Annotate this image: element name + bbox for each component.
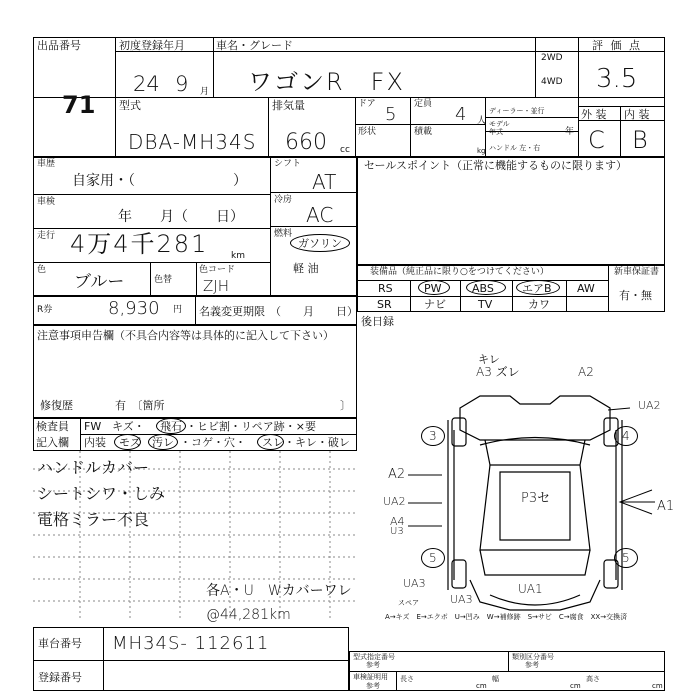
month-unit: 月 [200,87,210,97]
recycle-unit: 円 [173,305,183,315]
doors-value: 5 [385,104,397,125]
note-chip: 飛石 [160,420,182,433]
first-reg-month: 9 [175,72,189,96]
note-dirt: 汚レ [152,436,174,449]
drive-2wd: 2WD [541,53,563,63]
mileage-unit: km [231,251,245,261]
diag-left-3: 3 [429,429,437,443]
lot-label: 出品番号 [37,39,81,52]
rating-label: 評 価 点 [592,39,642,52]
sales-point-frame [357,157,665,265]
diagram-leader-lines [380,350,680,630]
color-label: 色 [37,265,47,275]
handle-label: ハンドル 左・右 [489,144,541,152]
diag-bottom-ua1: UA1 [518,582,543,596]
note-mozu: モズ [119,436,141,449]
equip-leather: カワ [528,298,550,311]
chassis-value: MH34S- 112611 [112,633,270,654]
drive-4wd: 4WD [541,77,563,87]
handwritten-note-1: ハンドルカバー [37,458,150,477]
capacity-unit: 人 [477,116,487,126]
fuel-diesel: 軽 油 [293,262,319,275]
chassis-label: 車台番号 [38,637,82,650]
color-change-label: 色替 [154,275,173,285]
exterior-value: C [588,126,605,154]
recycle-label: R券 [37,305,53,315]
caution-label: 注意事項申告欄（不具合内容等は具体的に記入して下さい） [37,329,334,342]
equip-sr: SR [377,298,392,311]
diag-center: P3セ [521,491,551,506]
color-code-value: ZJH [203,277,229,295]
dealer-label: ディーラー・並行 [489,107,545,115]
legend: A→キズ E→エクボ U→凹み W→補修跡 S→サビ C→腐食 XX→交換済 [385,613,628,621]
note-burn: ・コゲ・穴・ [180,436,246,449]
model-value: DBA-MH34S [128,130,257,154]
capacity-label: 定員 [414,99,433,109]
exterior-label: 外 装 [581,108,607,121]
interior-label: 内 装 [624,108,650,121]
recycle-value: 8,930 [108,298,160,319]
diag-bottom-ua3b: UA3 [450,593,473,606]
displacement-value: 660 [285,130,327,155]
width-label: 幅 [492,675,499,683]
sales-point-label: セールスポイント（正常に機能するものに限ります） [364,159,628,172]
equip-pw: PW [424,282,442,295]
height-label: 高さ [586,675,600,683]
diag-left-u3: U3 [390,526,404,537]
handwritten-note-3: 電格ミラー不良 [37,510,150,529]
diag-top-kire: キレ [478,353,500,366]
inspection-label: 車検 [37,197,56,207]
displacement-unit: cc [340,145,350,155]
model-label: 型式 [119,99,141,112]
first-reg-label: 初度登録年月 [119,39,185,52]
inspector-label: 検査員 [36,420,69,433]
shift-label: シフト [274,159,302,169]
car-name-label: 車名・グレード [216,39,293,52]
fuel-label: 燃料 [274,229,293,239]
guarantee-label: 新車保証書 [614,267,660,277]
note-rub-circle [257,434,284,450]
lot-number: 71 [62,91,96,119]
diag-top-right-a2: A2 [578,365,594,379]
note-row2-rest: ・キレ・破レ [284,436,350,449]
repair-label: 修復歴 [40,399,73,412]
type-cert-sub: 参考 [366,661,380,669]
equip-navi: ナビ [424,298,446,311]
rear-seat-label: 後日録 [361,315,394,328]
equip-abs: ABS [472,282,494,295]
class-label: 類別区分番号 [512,653,554,661]
rating-value: 3.5 [596,64,638,94]
first-reg-year: 24 [133,72,160,96]
note-scratch: キズ・ [112,420,145,433]
model-year-label: モデル [489,120,510,128]
ac-label: 冷房 [274,195,293,205]
length-sub: 参考 [366,682,380,690]
repair-close: 〕 [340,399,351,412]
equip-aw: AW [577,282,595,295]
class-sub: 参考 [525,661,539,669]
diag-right-a1: A1 [657,499,675,514]
reg-label: 登録番号 [38,671,82,684]
inspection-value: 年 月（ 日） [118,209,244,225]
note-dirt-circle [148,434,178,450]
color-code-label: 色コード [199,265,236,275]
len-label: 長さ [400,675,414,683]
type-cert-label: 型式指定番号 [353,653,395,661]
ac-value: AC [306,203,334,227]
equip-abs-circle [466,280,506,295]
warranty-label: 名義変更期限 [199,305,265,318]
mileage-value: 4万4千281 [70,230,209,258]
repair-value: 有 〔箇所 [115,399,165,412]
diag-left-ua2: UA2 [383,495,406,508]
note-interior: 内装 [84,436,106,449]
length-label: 車検証明用 [353,673,388,681]
diag-left-a4: A4 [390,515,405,528]
fuel-gasoline: ガソリン [298,237,342,250]
recorder-label: 記入欄 [36,436,69,449]
capacity-value: 4 [455,104,467,125]
bottom-note-2: @44,281km [206,607,291,623]
note-rub: スレ [262,436,284,449]
note-fw: FW [84,420,102,433]
diag-bottom-ua3: UA3 [403,577,426,590]
displacement-label: 排気量 [272,99,305,112]
equip-airbag-circle [516,280,560,295]
equipment-label: 装備品（純正品に限り○をつけてください） [370,267,549,277]
history-value: 自家用・（ ） [72,173,247,189]
note-chip-circle [156,418,186,434]
diag-top-a3: A3 ズレ [476,365,520,379]
note-mozu-circle [114,434,141,450]
warranty-value: （ 月 日） [270,305,358,318]
year-unit: 年 [565,127,575,137]
shape-label: 形状 [358,127,377,137]
height-cm: cm [652,682,663,690]
equip-rs: RS [378,282,393,295]
diag-left-a2: A2 [388,467,406,482]
load-unit: kg [477,147,486,155]
equip-airbag: エアB [522,282,552,295]
width-cm: cm [570,682,581,690]
interior-value: B [632,126,648,154]
doors-label: ドア [358,99,376,109]
guarantee-value: 有・無 [619,289,652,302]
diag-spare: スペア [398,599,419,607]
bottom-note-1: 各A・U Wカバーワレ [206,583,352,599]
len-cm: cm [476,682,487,690]
diag-right-4: 4 [622,429,630,443]
car-name-value: ワゴンR FX [248,68,405,96]
handwritten-note-2: シートシワ・しみ [37,484,166,503]
year-label: 年式 [489,128,503,136]
load-label: 積載 [414,127,433,137]
shift-value: AT [312,170,337,194]
equip-pw-circle [418,280,450,295]
diag-right-ua2: UA2 [638,399,661,412]
diag-right-5: 5 [622,551,630,565]
history-label: 車歴 [37,159,56,169]
color-value: ブルー [74,272,125,292]
diag-left-5: 5 [429,551,437,565]
note-row1-rest: ・ヒビ割・リペア跡・×要 [186,420,316,433]
equip-tv: TV [478,298,493,311]
mileage-label: 走行 [37,231,56,241]
